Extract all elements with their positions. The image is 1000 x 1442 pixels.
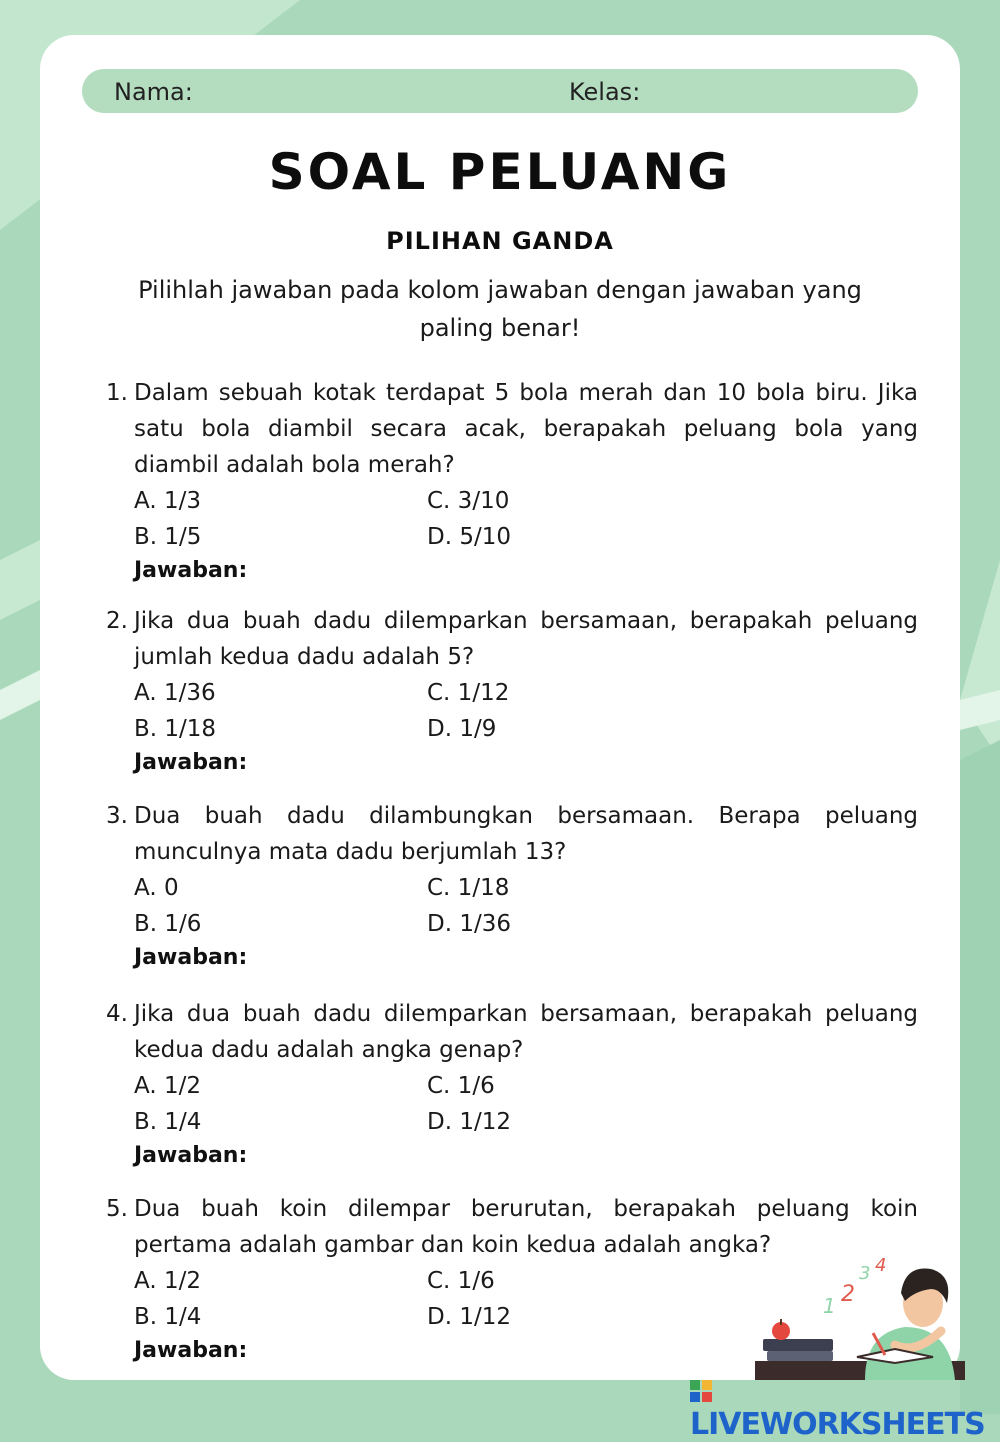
- question-2: [98, 603, 918, 779]
- logo-text: LIVEWORKSHEETS: [690, 1407, 985, 1442]
- option-b: B. 1/18: [134, 716, 217, 742]
- option-c: C. 1/18: [427, 875, 510, 901]
- name-label: Nama:: [114, 78, 193, 106]
- student-illustration: [745, 1245, 1000, 1380]
- option-d: D. 1/12: [427, 1109, 511, 1135]
- question-text: Dalam sebuah kotak terdapat 5 bola merah dan 10 bola biru. Jika satu bola diambil secara acak, berapakah peluang bola yang diambil adalah bola merah?: [134, 380, 918, 478]
- question-number: 4.: [106, 1001, 128, 1027]
- option-b: B. 1/6: [134, 911, 202, 937]
- question-text: Jika dua buah dadu dilemparkan bersamaan, berapakah peluang kedua dadu adalah angka genap?: [134, 1001, 918, 1063]
- answer-row: [134, 747, 918, 779]
- question-number: 1.: [106, 380, 128, 406]
- answer-input-5[interactable]: [304, 1337, 538, 1365]
- option-a: A. 1/3: [134, 488, 201, 514]
- name-class-bar: [82, 69, 918, 113]
- answer-input-1[interactable]: [304, 557, 608, 585]
- option-b: B. 1/5: [134, 524, 202, 550]
- options: [134, 870, 918, 942]
- answer-row: [134, 942, 918, 974]
- options: [134, 1068, 918, 1140]
- option-d: D. 5/10: [427, 524, 511, 550]
- question-4: [98, 996, 918, 1172]
- option-b: B. 1/4: [134, 1304, 202, 1330]
- option-d: D. 1/12: [427, 1304, 511, 1330]
- question-text: Dua buah koin dilempar berurutan, berapakah peluang koin pertama adalah gambar dan koin kedua adalah angka?: [134, 1196, 918, 1258]
- illustration-number-4: 4: [875, 1255, 887, 1276]
- liveworksheets-logo: [690, 1372, 995, 1442]
- worksheet-page: [40, 35, 960, 1380]
- option-d: D. 1/36: [427, 911, 511, 937]
- option-d: D. 1/9: [427, 716, 497, 742]
- option-c: C. 1/12: [427, 680, 510, 706]
- answer-input-2[interactable]: [304, 749, 608, 777]
- answer-row: [134, 1140, 918, 1172]
- answer-input-3[interactable]: [304, 944, 608, 972]
- illustration-number-3: 3: [859, 1263, 871, 1284]
- answer-label: Jawaban:: [134, 1143, 248, 1168]
- question-text: Jika dua buah dadu dilemparkan bersamaan, berapakah peluang jumlah kedua dadu adalah 5?: [134, 608, 918, 670]
- page-title: SOAL PELUANG: [268, 143, 732, 201]
- option-b: B. 1/4: [134, 1109, 202, 1135]
- illustration-number-1: 1: [823, 1294, 836, 1318]
- answer-label: Jawaban:: [134, 750, 248, 775]
- answer-row: [134, 555, 918, 587]
- question-1: [98, 375, 918, 587]
- option-a: A. 1/2: [134, 1073, 201, 1099]
- answer-label: Jawaban:: [134, 1338, 248, 1363]
- instruction-text: Pilihlah jawaban pada kolom jawaban dengan jawaban yang paling benar!: [138, 276, 862, 342]
- option-a: A. 1/2: [134, 1268, 201, 1294]
- name-input[interactable]: [212, 77, 546, 107]
- question-number: 2.: [106, 608, 128, 634]
- answer-input-4[interactable]: [304, 1142, 608, 1170]
- option-a: A. 0: [134, 875, 179, 901]
- section-subtitle: PILIHAN GANDA: [386, 227, 614, 255]
- question-3: [98, 798, 918, 974]
- option-c: C. 3/10: [427, 488, 510, 514]
- options: [134, 675, 918, 747]
- option-a: A. 1/36: [134, 680, 216, 706]
- question-number: 5.: [106, 1196, 128, 1222]
- answer-label: Jawaban:: [134, 945, 248, 970]
- class-label: Kelas:: [569, 78, 641, 106]
- option-c: C. 1/6: [427, 1073, 495, 1099]
- question-number: 3.: [106, 803, 128, 829]
- options: [134, 483, 918, 555]
- logo-grid-icon: [690, 1380, 712, 1402]
- class-input[interactable]: [657, 77, 901, 107]
- option-c: C. 1/6: [427, 1268, 495, 1294]
- answer-label: Jawaban:: [134, 558, 248, 583]
- question-text: Dua buah dadu dilambungkan bersamaan. Berapa peluang munculnya mata dadu berjumlah 13?: [134, 803, 918, 865]
- illustration-number-2: 2: [841, 1282, 855, 1307]
